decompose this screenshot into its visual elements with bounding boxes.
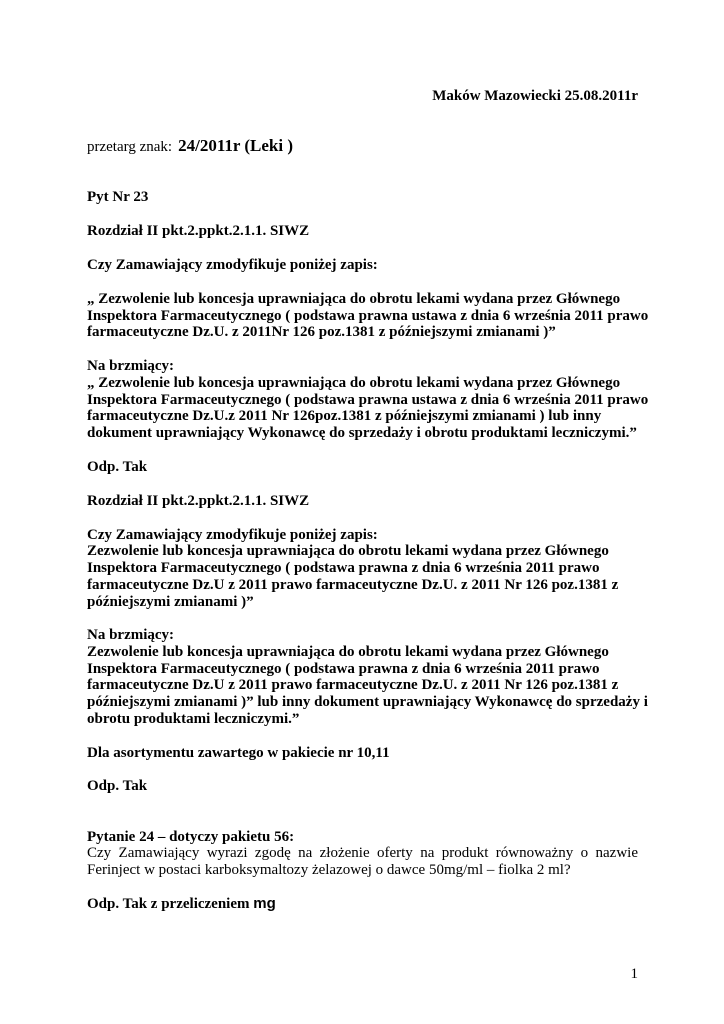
new-clause-2-line-1: Zezwolenie lub koncesja uprawniająca do obrotu lekami wydana przez Głównego — [87, 644, 609, 660]
answer-24 — [87, 896, 647, 913]
original-clause-2-line-3: farmaceutyczne Dz.U z 2011 prawo farmaceutyczne Dz.U. z 2011 Nr 126 poz.1381 z — [87, 577, 619, 593]
new-clause-1-line-1: „ Zezwolenie lub koncesja uprawniająca do obrotu lekami wydana przez Głównego — [87, 375, 621, 391]
modification-question-2: Czy Zamawiający zmodyfikuje poniżej zapis: — [87, 527, 378, 543]
question-24-body: Czy Zamawiający wyrazi zgodę na złożenie oferty na produkt równoważny o nazwie Ferinject w postaci karboksymaltozy żelazowej o dawce 50mg/ml – fiolka 2 ml? — [87, 845, 638, 878]
tender-reference — [87, 138, 647, 156]
new-clause-2-line-5: obrotu produktami leczniczymi.” — [87, 711, 300, 727]
question-24-title: Pytanie 24 – dotyczy pakietu 56: — [87, 829, 295, 845]
to-read-label-1: Na brzmiący: — [87, 358, 175, 374]
new-clause-1-line-4: dokument uprawniający Wykonawcę do sprzedaży i obrotu produktami leczniczymi.” — [87, 425, 637, 441]
page-number: 1 — [630, 966, 638, 982]
original-clause-2-line-2: Inspektora Farmaceutycznego ( podstawa prawna z dnia 6 września 2011 prawo — [87, 560, 600, 576]
tender-reference-number: 24/2011r (Leki ) — [178, 136, 294, 155]
new-clause-2-line-2: Inspektora Farmaceutycznego ( podstawa prawna z dnia 6 września 2011 prawo — [87, 661, 600, 677]
modification-question-1: Czy Zamawiający zmodyfikuje poniżej zapis: — [87, 257, 378, 273]
tender-reference-label: przetarg znak: — [87, 139, 173, 155]
section-reference-1: Rozdział II pkt.2.ppkt.2.1.1. SIWZ — [87, 223, 310, 239]
answer-24-text: Odp. Tak z przeliczeniem — [87, 896, 250, 912]
section-reference-2: Rozdział II pkt.2.ppkt.2.1.1. SIWZ — [87, 493, 310, 509]
answer-24-unit: mg — [253, 895, 276, 912]
new-clause-2-line-4: późniejszymi zmianami )” lub inny dokument uprawniający Wykonawcę do sprzedaży i — [87, 694, 648, 710]
new-clause-2-line-3: farmaceutyczne Dz.U z 2011 prawo farmaceutyczne Dz.U. z 2011 Nr 126 poz.1381 z — [87, 677, 619, 693]
assortment-note: Dla asortymentu zawartego w pakiecie nr 10,11 — [87, 745, 390, 761]
original-clause-2-line-1: Zezwolenie lub koncesja uprawniająca do obrotu lekami wydana przez Głównego — [87, 543, 609, 559]
answer-1: Odp. Tak — [87, 459, 148, 475]
new-clause-1-line-2: Inspektora Farmaceutycznego ( podstawa prawna ustawa z dnia 6 września 2011 prawo — [87, 392, 649, 408]
to-read-label-2: Na brzmiący: — [87, 627, 175, 643]
question-23-title: Pyt Nr 23 — [87, 189, 149, 205]
original-clause-1-line-1: „ Zezwolenie lub koncesja uprawniająca do obrotu lekami wydana przez Głównego — [87, 291, 621, 307]
new-clause-1-line-3: farmaceutyczne Dz.U.z 2011 Nr 126poz.1381 z późniejszymi zmianami ) lub inny — [87, 408, 602, 424]
original-clause-1-line-2: Inspektora Farmaceutycznego ( podstawa prawna ustawa z dnia 6 września 2011 prawo — [87, 308, 649, 324]
original-clause-2-line-4: późniejszymi zmianami )” — [87, 594, 254, 610]
answer-2: Odp. Tak — [87, 778, 148, 794]
original-clause-1-line-3: farmaceutyczne Dz.U. z 2011Nr 126 poz.1381 z późniejszymi zmianami )” — [87, 324, 556, 340]
document-date: Maków Mazowiecki 25.08.2011r — [432, 88, 638, 104]
